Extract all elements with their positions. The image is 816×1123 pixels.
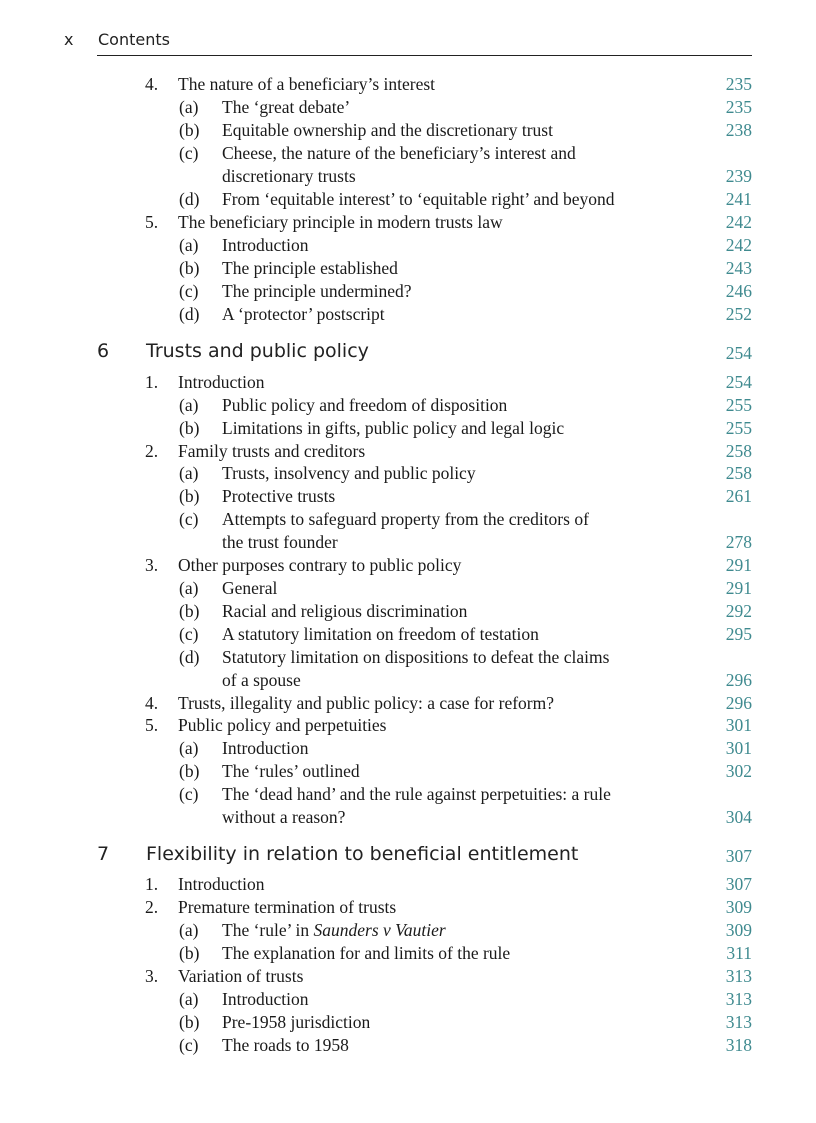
entry-title-text: Racial and religious discrimination	[222, 601, 468, 621]
toc-entry[interactable]	[0, 760, 816, 783]
entry-title-text: Public policy and perpetuities	[178, 715, 387, 735]
entry-title	[222, 600, 467, 623]
toc-entry[interactable]	[0, 942, 816, 965]
entry-title-text: Cheese, the nature of the beneficiary’s interest and	[222, 143, 576, 163]
entry-title-text: Introduction	[178, 372, 265, 392]
entry-title-text: The beneficiary principle in modern trusts law	[178, 212, 503, 232]
toc-entry[interactable]	[0, 394, 816, 417]
entry-title-text: Variation of trusts	[178, 966, 304, 986]
entry-title-text: The nature of a beneficiary’s interest	[178, 74, 436, 94]
toc-entry[interactable]	[0, 303, 816, 326]
entry-title	[222, 760, 360, 783]
entry-title	[222, 462, 476, 485]
entry-title	[222, 257, 398, 280]
toc-entry[interactable]	[0, 988, 816, 1011]
entry-title	[222, 485, 335, 508]
subsection-letter: (c)	[179, 509, 199, 529]
subsection-letter: (c)	[179, 143, 199, 163]
page-number: 295	[725, 624, 752, 644]
page-number: 242	[725, 235, 752, 255]
toc-entry[interactable]	[0, 417, 816, 440]
subsection-letter: (d)	[179, 304, 200, 324]
entry-title-text: The ‘dead hand’ and the rule against perpetuities: a rule	[222, 784, 611, 804]
page-number: 254	[725, 343, 752, 363]
page-number: 255	[725, 395, 752, 415]
toc-entry[interactable]	[0, 669, 816, 692]
entry-title-text: A statutory limitation on freedom of testation	[222, 624, 539, 644]
entry-title	[222, 142, 576, 165]
entry-title	[222, 783, 611, 806]
entry-title-text: From ‘equitable interest’ to ‘equitable right’ and beyond	[222, 189, 615, 209]
subsection-letter: (d)	[179, 647, 200, 667]
page-number: 246	[725, 281, 752, 301]
page-number: 238	[725, 120, 752, 140]
toc-entry[interactable]	[0, 96, 816, 119]
entry-title	[222, 1011, 370, 1034]
entry-title	[178, 554, 461, 577]
subsection-letter: (c)	[179, 281, 199, 301]
page-number: 307	[725, 846, 752, 866]
chapter-number: 6	[97, 340, 110, 362]
subsection-letter: (b)	[179, 1012, 200, 1032]
entry-title	[178, 965, 303, 988]
subsection-letter: (c)	[179, 784, 199, 804]
toc-entry[interactable]	[0, 600, 816, 623]
subsection-letter: (a)	[179, 578, 199, 598]
toc-entry[interactable]	[0, 692, 816, 715]
subsection-letter: (d)	[179, 189, 200, 209]
entry-title	[222, 919, 446, 942]
entry-title-text: The ‘rules’ outlined	[222, 761, 360, 781]
entry-title-text: Introduction	[222, 738, 309, 758]
section-number: 1.	[145, 372, 159, 392]
section-number: 2.	[145, 441, 159, 461]
section-number: 5.	[145, 715, 159, 735]
entry-title-text: Other purposes contrary to public policy	[178, 555, 462, 575]
entry-title	[222, 303, 385, 326]
section-number: 5.	[145, 212, 159, 232]
toc-entry[interactable]	[0, 462, 816, 485]
subsection-letter: (b)	[179, 258, 200, 278]
subsection-letter: (b)	[179, 486, 200, 506]
chapter-title: Trusts and public policy	[146, 340, 369, 362]
entry-title-text: A ‘protector’ postscript	[222, 304, 385, 324]
entry-title-text: The ‘great debate’	[222, 97, 351, 117]
entry-title-text: Premature termination of trusts	[178, 897, 397, 917]
toc-entry[interactable]	[0, 440, 816, 463]
toc-entry[interactable]	[0, 188, 816, 211]
subsection-letter: (a)	[179, 395, 199, 415]
page-number: 243	[725, 258, 752, 278]
toc-entry[interactable]	[0, 165, 816, 188]
page-number: 258	[725, 441, 752, 461]
entry-title-text: The principle established	[222, 258, 398, 278]
entry-title	[222, 165, 356, 188]
entry-title	[222, 188, 615, 211]
entry-title	[222, 394, 507, 417]
entry-title	[222, 806, 345, 829]
subsection-letter: (a)	[179, 97, 199, 117]
toc-entry[interactable]	[0, 919, 816, 942]
toc-entry[interactable]	[0, 371, 816, 394]
toc-entry[interactable]	[0, 623, 816, 646]
page-number: 235	[725, 97, 752, 117]
section-number: 1.	[145, 874, 159, 894]
toc-entry[interactable]	[0, 646, 816, 669]
entry-title	[178, 371, 265, 394]
page-number: 296	[725, 693, 752, 713]
subsection-letter: (a)	[179, 235, 199, 255]
toc-entry[interactable]	[0, 485, 816, 508]
entry-title	[222, 119, 553, 142]
toc-entry[interactable]	[0, 73, 816, 96]
case-name: Saunders v Vautier	[313, 920, 446, 940]
page-number: 309	[725, 897, 752, 917]
toc-entry[interactable]	[0, 257, 816, 280]
page-number: 304	[725, 807, 752, 827]
toc-entry[interactable]	[0, 806, 816, 829]
page-number: 254	[725, 372, 752, 392]
chapter-title: Flexibility in relation to beneficial entitlement	[146, 843, 579, 865]
toc-entry[interactable]	[0, 1034, 816, 1057]
subsection-letter: (b)	[179, 943, 200, 963]
subsection-letter: (b)	[179, 761, 200, 781]
toc-entry[interactable]	[0, 508, 816, 531]
toc-entry[interactable]	[0, 554, 816, 577]
entry-title-text: Trusts, insolvency and public policy	[222, 463, 476, 483]
toc-entry[interactable]	[0, 531, 816, 554]
toc-entry[interactable]	[0, 1011, 816, 1034]
entry-title	[222, 988, 309, 1011]
page-number: 292	[725, 601, 752, 621]
chapter-number: 7	[97, 843, 110, 865]
entry-title	[222, 234, 309, 257]
toc-entry[interactable]	[0, 280, 816, 303]
entry-title-text: Statutory limitation on dispositions to defeat the claims	[222, 647, 610, 667]
toc-entry[interactable]	[0, 119, 816, 142]
subsection-letter: (a)	[179, 989, 199, 1009]
entry-title-text: Equitable ownership and the discretionary trust	[222, 120, 553, 140]
entry-title	[222, 669, 301, 692]
page-numeral: x	[64, 30, 74, 49]
subsection-letter: (b)	[179, 418, 200, 438]
chapter-heading[interactable]	[0, 843, 816, 871]
entry-title	[178, 211, 503, 234]
toc-entry[interactable]	[0, 577, 816, 600]
entry-title-text: The ‘rule’ in	[222, 920, 310, 940]
entry-title-text: Introduction	[178, 874, 265, 894]
toc-entry[interactable]	[0, 737, 816, 760]
page-number: 311	[726, 943, 752, 963]
entry-title	[222, 577, 277, 600]
subsection-letter: (c)	[179, 624, 199, 644]
page-number: 313	[725, 966, 752, 986]
page-number: 313	[725, 1012, 752, 1032]
page-number: 252	[725, 304, 752, 324]
entry-title	[222, 417, 564, 440]
page-number: 241	[725, 189, 752, 209]
page-number: 258	[725, 463, 752, 483]
entry-title	[222, 280, 412, 303]
page-number: 242	[725, 212, 752, 232]
page-number: 296	[725, 670, 752, 690]
subsection-letter: (a)	[179, 920, 199, 940]
entry-title-text: Protective trusts	[222, 486, 336, 506]
page-number: 278	[725, 532, 752, 552]
page-number: 291	[725, 578, 752, 598]
entry-title-text: General	[222, 578, 278, 598]
entry-title	[222, 942, 510, 965]
page-number: 239	[725, 166, 752, 186]
entry-title	[178, 692, 554, 715]
entry-title-text: The explanation for and limits of the rule	[222, 943, 511, 963]
toc-entry[interactable]	[0, 896, 816, 919]
entry-title-text: Trusts, illegality and public policy: a case for reform?	[178, 693, 554, 713]
chapter-heading[interactable]	[0, 340, 816, 368]
entry-title-text: Attempts to safeguard property from the creditors of	[222, 509, 589, 529]
entry-title-text: Pre-1958 jurisdiction	[222, 1012, 371, 1032]
entry-title	[178, 440, 365, 463]
toc-entry[interactable]	[0, 142, 816, 165]
toc-entry[interactable]	[0, 234, 816, 257]
entry-title-text: discretionary trusts	[222, 166, 356, 186]
section-number: 3.	[145, 555, 159, 575]
subsection-letter: (b)	[179, 601, 200, 621]
entry-title	[222, 737, 309, 760]
entry-title	[222, 508, 589, 531]
page-number: 309	[725, 920, 752, 940]
header-rule	[97, 55, 752, 56]
entry-title-text: The roads to 1958	[222, 1035, 349, 1055]
entry-title	[178, 896, 396, 919]
subsection-letter: (c)	[179, 1035, 199, 1055]
section-number: 2.	[145, 897, 159, 917]
page-number: 235	[725, 74, 752, 94]
subsection-letter: (a)	[179, 738, 199, 758]
page-number: 318	[725, 1035, 752, 1055]
entry-title	[178, 714, 387, 737]
entry-title-text: without a reason?	[222, 807, 346, 827]
page-number: 302	[725, 761, 752, 781]
entry-title	[222, 96, 350, 119]
entry-title-text: Public policy and freedom of disposition	[222, 395, 508, 415]
subsection-letter: (b)	[179, 120, 200, 140]
entry-title-text: of a spouse	[222, 670, 301, 690]
entry-title	[178, 73, 435, 96]
page-number: 313	[725, 989, 752, 1009]
section-number: 3.	[145, 966, 159, 986]
entry-title	[178, 873, 265, 896]
entry-title-text: Introduction	[222, 235, 309, 255]
toc-entry[interactable]	[0, 873, 816, 896]
page-number: 307	[725, 874, 752, 894]
entry-title	[222, 623, 539, 646]
running-header	[0, 30, 816, 56]
page-number: 255	[725, 418, 752, 438]
toc-entry[interactable]	[0, 783, 816, 806]
entry-title-text: the trust founder	[222, 532, 338, 552]
page-number: 301	[725, 738, 752, 758]
page-number: 301	[725, 715, 752, 735]
entry-title	[222, 646, 609, 669]
entry-title-text: Introduction	[222, 989, 309, 1009]
subsection-letter: (a)	[179, 463, 199, 483]
page-number: 261	[725, 486, 752, 506]
toc-entry[interactable]	[0, 211, 816, 234]
section-number: 4.	[145, 74, 159, 94]
entry-title	[222, 531, 338, 554]
page-number: 291	[725, 555, 752, 575]
section-number: 4.	[145, 693, 159, 713]
toc-entry[interactable]	[0, 714, 816, 737]
entry-title-text: Family trusts and creditors	[178, 441, 366, 461]
running-title: Contents	[98, 30, 170, 49]
toc-entry[interactable]	[0, 965, 816, 988]
entry-title-text: The principle undermined?	[222, 281, 412, 301]
entry-title	[222, 1034, 349, 1057]
entry-title-text: Limitations in gifts, public policy and legal logic	[222, 418, 565, 438]
